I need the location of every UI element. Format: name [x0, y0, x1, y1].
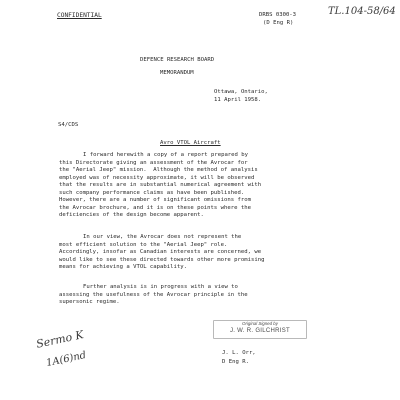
file-reference-sub: (D Eng R): [263, 20, 294, 26]
body-line: this Directorate giving an assessment of the Avrocar for: [59, 159, 248, 166]
body-line: employed was of necessity approximate, it will be observed: [59, 174, 255, 181]
organization-title: DEFENCE RESEARCH BOARD: [140, 57, 215, 63]
body-line: Accordingly, insofar as Canadian interests are concerned, we: [59, 249, 262, 255]
recipient: S4/CDS: [58, 122, 79, 128]
original-signed-stamp: [213, 320, 307, 339]
body-line: means for achieving a VTOL capability.: [59, 264, 187, 270]
body-line: assessing the usefulness of the Avrocar principle in the: [59, 291, 248, 298]
body-line: In our view, the Avrocar does not represent the: [83, 234, 242, 240]
subject-line: Avro VTOL Aircraft: [160, 140, 221, 146]
handwritten-note-line-1: Sermo K: [35, 328, 85, 351]
body-line: deficiencies of the design become apparent.: [59, 212, 204, 218]
body-line: would like to see these directed towards other more promising: [59, 256, 265, 263]
memo-date: 11 April 1958.: [214, 97, 262, 103]
stamp-line-2: J. W. R. GILCHRIST: [229, 328, 291, 334]
classification-label: CONFIDENTIAL: [57, 12, 102, 19]
body-line: such company performance claims as have been published.: [59, 189, 245, 196]
handwritten-file-number: TL.104-58/64: [328, 6, 396, 17]
document-type: MEMORANDUM: [160, 70, 194, 76]
handwritten-note-line-2: 1A(6)nd: [45, 349, 88, 370]
body-line: that the results are in substantial numerical agreement with: [59, 182, 262, 188]
stamp-line-1: Original Signed by: [242, 321, 278, 326]
body-line: supersonic regime.: [59, 299, 120, 305]
body-line: I forward herewith a copy of a report prepared by: [83, 152, 249, 158]
body-line: the Avrocar brochure, and it is on these points where the: [59, 204, 251, 211]
body-line: most efficient solution to the "Aerial Jeep" role.: [59, 241, 228, 248]
body-line: Further analysis is in progress with a view to: [83, 284, 238, 290]
memo-place: Ottawa, Ontario,: [214, 89, 268, 95]
body-line: the "Aerial Jeep" mission. Although the method of analysis: [59, 167, 258, 173]
body-line: However, there are a number of significant omissions from: [59, 197, 251, 203]
signatory-name: J. L. Orr,: [222, 350, 256, 356]
signatory-title: D Eng R.: [222, 359, 249, 365]
file-reference: DRBS 0300-3: [259, 12, 297, 18]
